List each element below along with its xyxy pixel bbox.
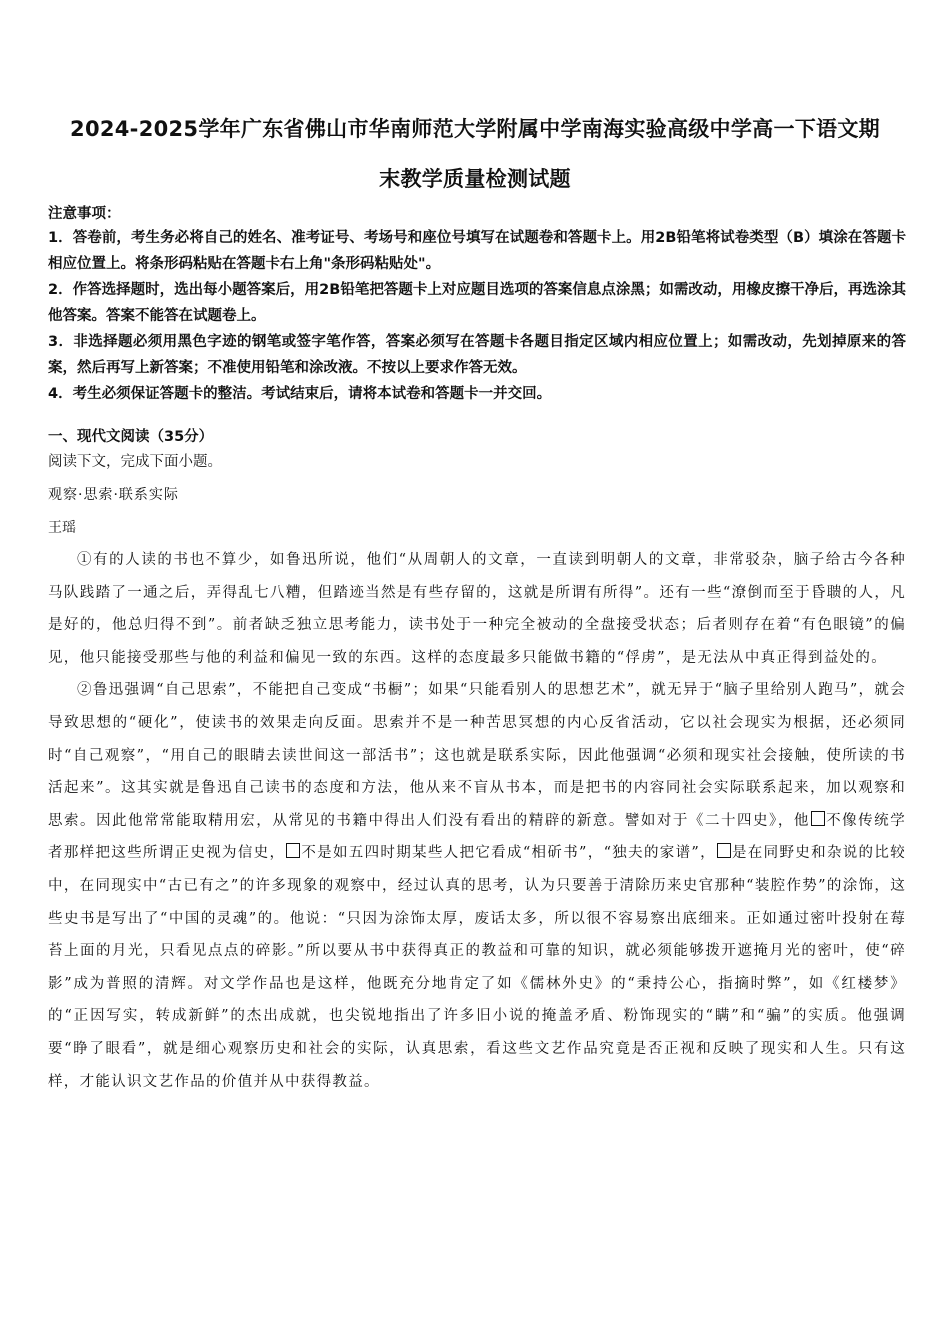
article-author: 王瑶 [48,520,76,536]
notice-list [48,225,906,407]
article-title: 观察·思索·联系实际 [48,487,179,503]
exam-title-line2: 末教学质量检测试题 [379,167,571,191]
notice-item: 2．作答选择题时，选出每小题答案后，用2B铅笔把答题卡上对应题目选项的答案信息点涂黑；如需改动，用橡皮擦干净后，再选涂其他答案。答案不能答在试题卷上。 [48,282,906,324]
notice-item: 4．考生必须保证答题卡的整洁。考试结束后，请将本试卷和答题卡一并交回。 [48,386,552,402]
notice-heading: 注意事项： [48,206,121,222]
article-body [48,544,906,1098]
blank-box [717,843,731,858]
article-paragraph-1: ①有的人读的书也不算少，如鲁迅所说，他们“从周朝人的文章，一直读到明朝人的文章，非常驳杂，脑子给古今各种马队践踏了一通之后，弄得乱七八糟，但踏迹当然是有些存留的，这就是所谓有所得”。还有一些“潦倒而至于昏聩的人，凡是好的，他总归得不到”。前者缺乏独立思考能力，读书处于一种完全被动的全盘接受状态；后者则存在着“有色眼镜”的偏见，他只能接受那些与他的利益和偏见一致的东西。这样的态度最多只能做书籍的“俘虏”，是无法从中真正得到益处的。 [48,552,906,666]
exam-title-line1: 2024-2025学年广东省佛山市华南师范大学附属中学南海实验高级中学高一下语文期 [70,117,880,141]
blank-box [286,843,300,858]
paragraph-text: 是在同野史和杂说的比较中，在同现实中“古已有之”的许多现象的观察中，经过认真的思考，认为只要善于清除历来史官那种“装腔作势”的涂饰，这些史书是写出了“中国的灵魂”的。他说：“只因为涂饰太厚，废话太多，所以很不容易察出底细来。正如通过密叶投射在莓苔上面的月光，只看见点点的碎影。”所以要从书中获得真正的教益和可靠的知识，就必须能够拨开遮掩月光的密叶，使“碎影”成为普照的清辉。对文学作品也是这样，他既充分地肯定了如《儒林外史》的“秉持公心，指摘时弊”，如《红楼梦》的“正因写实，转成新鲜”的杰出成就，也尖锐地指出了许多旧小说的掩盖矛盾、粉饰现实的“瞒”和“骗”的实质。他强调要“睁了眼看”，就是细心观察历史和社会的实际，认真思索，看这些文艺作品究竟是否正视和反映了现实和人生。只有这样，才能认识文艺作品的价值并从中获得教益。 [48,845,906,1090]
section-instruction: 阅读下文，完成下面小题。 [48,454,222,470]
paragraph-text: ②鲁迅强调“自己思索”，不能把自己变成“书橱”；如果“只能看别人的思想艺术”，就无异于“脑子里给别人跑马”，就会导致思想的“硬化”，使读书的效果走向反面。思索并不是一种苦思冥想的内心反省活动，它以社会现实为根据，还必须同时“自己观察”，“用自己的眼睛去读世间这一部活书”；这也就是联系实际，因此他强调“必须和现实社会接触，使所读的书活起来”。这其实就是鲁迅自己读书的态度和方法，他从来不盲从书本，而是把书的内容同社会实际联系起来，加以观察和思索。因此他常常能取精用宏，从常见的书籍中得出人们没有看出的精辟的新意。譬如对于《二十四史》，他 [48,682,906,829]
notice-item: 1．答卷前，考生务必将自己的姓名、准考证号、考场号和座位号填写在试题卷和答题卡上。用2B铅笔将试卷类型（B）填涂在答题卡相应位置上。将条形码粘贴在答题卡右上角"条形码粘贴处"。 [48,230,906,272]
section-heading: 一、现代文阅读（35分） [48,429,214,445]
article-paragraph-2 [48,674,906,1098]
paragraph-text: 不像传统学者那样把这些所谓正史视为信史， [48,812,906,862]
blank-box [811,811,825,826]
notice-item: 3．非选择题必须用黑色字迹的钢笔或签字笔作答，答案必须写在答题卡各题目指定区域内相应位置上；如需改动，先划掉原来的答案，然后再写上新答案；不准使用铅笔和涂改液。不按以上要求作答无效。 [48,334,906,376]
paragraph-text: 不是如五四时期某些人把它看成“相斫书”，“独夫的家谱”， [301,845,716,862]
